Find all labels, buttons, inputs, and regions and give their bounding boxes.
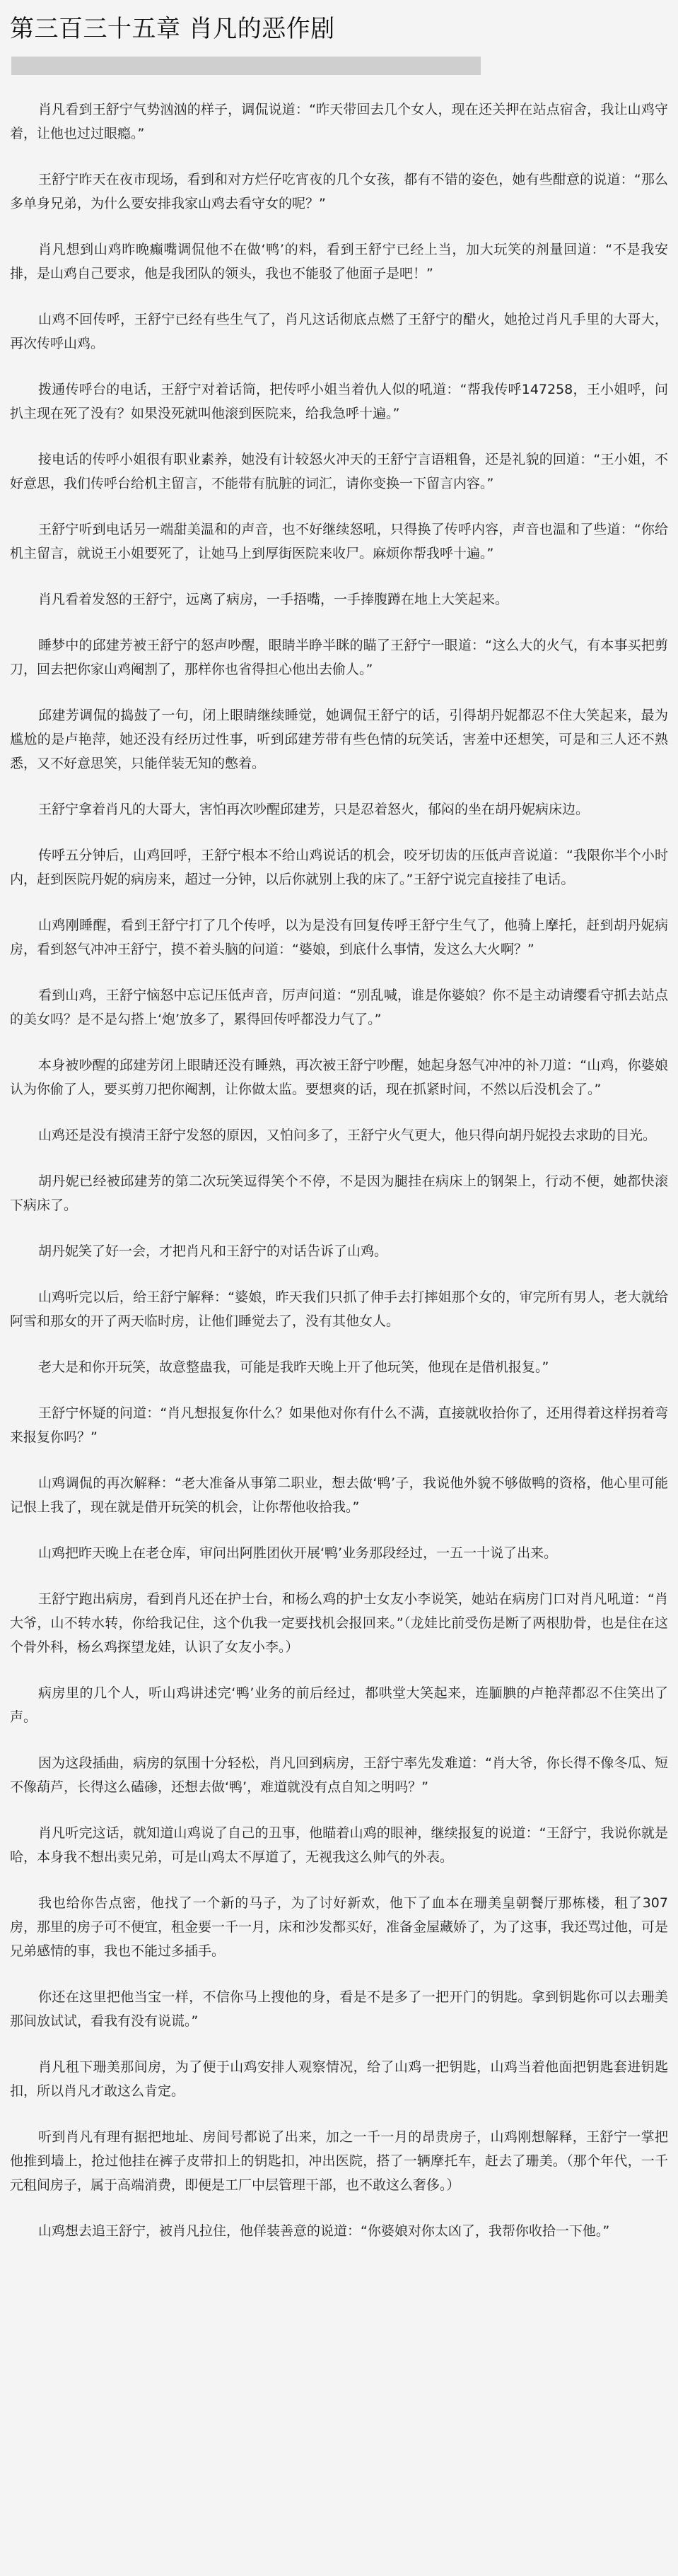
chapter-paragraph: 传呼五分钟后，山鸡回呼，王舒宁根本不给山鸡说话的机会，咬牙切齿的压低声音说道：“我限你半个小时内，赶到医院丹妮的病房来，超过一分钟，以后你就别上我的床了。”王舒宁说完直接挂了电话。: [10, 848, 668, 887]
chapter-paragraph: 肖凡听完这话，就知道山鸡说了自己的丑事，他瞄着山鸡的眼神，继续报复的说道：“王舒宁，我说你就是哈，本身我不想出卖兄弟，可是山鸡太不厚道了，无视我这么帅气的外表。: [10, 1825, 668, 1865]
chapter-paragraph: 肖凡租下珊美那间房，为了便于山鸡安排人观察情况，给了山鸡一把钥匙，山鸡当着他面把钥匙套进钥匙扣，所以肖凡才敢这么肯定。: [10, 2059, 668, 2099]
chapter-paragraph: 睡梦中的邱建芳被王舒宁的怒声吵醒，眼睛半睁半眯的瞄了王舒宁一眼道：“这么大的火气，有本事买把剪刀，回去把你家山鸡阉割了，那样你也省得担心他出去偷人。”: [10, 638, 668, 677]
chapter-paragraph: 山鸡听完以后，给王舒宁解释：“婆娘，昨天我们只抓了伸手去打摔姐那个女的，审完所有男人，老大就给阿雪和那女的开了两天临时房，让他们睡觉去了，没有其他女人。: [10, 1289, 668, 1329]
chapter-paragraph: 邱建芳调侃的捣鼓了一句，闭上眼睛继续睡觉，她调侃王舒宁的话，引得胡丹妮都忍不住大笑起来，最为尴尬的是卢艳萍，她还没有经历过性事，听到邱建芳带有些色情的玩笑话，害羞中还想笑，可是和三人还不熟悉，又不好意思笑，只能佯装无知的憋着。: [10, 708, 668, 771]
chapter-paragraph: 你还在这里把他当宝一样，不信你马上搜他的身，看是不是多了一把开门的钥匙。拿到钥匙你可以去珊美那间放试试，看我有没有说谎。”: [10, 1989, 668, 2029]
chapter-paragraph: 接电话的传呼小姐很有职业素养，她没有计较怒火冲天的王舒宁言语粗鲁，还是礼貌的回道：“王小姐，不好意思，我们传呼台给机主留言，不能带有肮脏的词汇，请你变换一下留言内容。”: [10, 452, 668, 491]
chapter-paragraph: 因为这段插曲，病房的氛围十分轻松，肖凡回到病房，王舒宁率先发难道：“肖大爷，你长得不像冬瓜、短不像葫芦，长得这么磕碜，还想去做‘鸭’，难道就没有点自知之明吗？”: [10, 1755, 668, 1795]
chapter-paragraph: 肖凡想到山鸡昨晚癫嘴调侃他不在做‘鸭’的料，看到王舒宁已经上当，加大玩笑的剂量回道：“不是我安排，是山鸡自己要求，他是我团队的领头，我也不能驳了他面子是吧！”: [10, 242, 668, 281]
chapter-paragraph: 王舒宁跑出病房，看到肖凡还在护士台，和杨么鸡的护士女友小李说笑，她站在病房门口对肖凡吼道：“肖大爷，山不转水转，你给我记住，这个仇我一定要找机会报回来。”（龙娃比前受伤是断了两根肋骨，也是住在这个骨外科，杨幺鸡探望龙娃，认识了女友小李。）: [10, 1591, 668, 1655]
chapter-paragraph: 王舒宁怀疑的问道：“肖凡想报复你什么？如果他对你有什么不满，直接就收拾你了，还用得着这样拐着弯来报复你吗？”: [10, 1405, 668, 1445]
chapter-content: [10, 98, 668, 2243]
chapter-paragraph: 听到肖凡有理有据把地址、房间号都说了出来，加之一千一月的昂贵房子，山鸡刚想解释，王舒宁一掌把他推到墙上，抢过他挂在裤子皮带扣上的钥匙扣，冲出医院，搭了一辆摩托车，赶去了珊美。（那个年代，一千元租间房子，属于高端消费，即便是工厂中层管理干部，也不敢这么奢侈。）: [10, 2129, 668, 2193]
chapter-paragraph: 看到山鸡，王舒宁恼怒中忘记压低声音，厉声问道：“别乱喊，谁是你婆娘？你不是主动请缨看守抓去站点的美女吗？是不是勾搭上‘炮’放多了，累得回传呼都没力气了。”: [10, 988, 668, 1027]
chapter-paragraph: 胡丹妮已经被邱建芳的第二次玩笑逗得笑个不停，不是因为腿挂在病床上的钢架上，行动不便，她都快滚下病床了。: [10, 1173, 668, 1213]
chapter-paragraph: 拨通传呼台的电话，王舒宁对着话筒，把传呼小姐当着仇人似的吼道：“帮我传呼147258，王小姐呼，问扒主现在死了没有？如果没死就叫他滚到医院来，给我急呼十遍。”: [10, 382, 668, 421]
chapter-paragraph: 王舒宁昨天在夜市现场，看到和对方烂仔吃宵夜的几个女孩，都有不错的姿色，她有些酣意的说道：“那么多单身兄弟，为什么要安排我家山鸡去看守女的呢？”: [10, 172, 668, 211]
chapter-paragraph: 山鸡把昨天晚上在老仓库，审问出阿胜团伙开展‘鸭’业务那段经过，一五一十说了出来。: [38, 1545, 558, 1561]
chapter-paragraph: 我也给你告点密，他找了一个新的马子，为了讨好新欢，他下了血本在珊美皇朝餐厅那栋楼，租了307房，那里的房子可不便宜，租金要一千一月，床和沙发都买好，准备金屋藏娇了，为了这事，我还骂过他，可是兄弟感情的事，我也不能过多插手。: [10, 1895, 669, 1959]
title-divider-bar: [11, 57, 481, 75]
chapter-paragraph: 肖凡看着发怒的王舒宁，远离了病房，一手捂嘴，一手捧腹蹲在地上大笑起来。: [38, 592, 509, 607]
chapter-paragraph: 王舒宁听到电话另一端甜美温和的声音，也不好继续怒吼，只得换了传呼内容，声音也温和了些道：“你给机主留言，就说王小姐要死了，让她马上到厚街医院来收尸。麻烦你帮我呼十遍。”: [10, 522, 668, 561]
chapter-paragraph: 山鸡想去追王舒宁，被肖凡拉住，他佯装善意的说道：“你婆娘对你太凶了，我帮你收拾一下他。”: [38, 2223, 610, 2239]
chapter-paragraph: 山鸡不回传呼，王舒宁已经有些生气了，肖凡这话彻底点燃了王舒宁的醋火，她抢过肖凡手里的大哥大，再次传呼山鸡。: [10, 312, 668, 351]
chapter-paragraph: 山鸡刚睡醒，看到王舒宁打了几个传呼，以为是没有回复传呼王舒宁生气了，他骑上摩托，赶到胡丹妮病房，看到怒气冲冲王舒宁，摸不着头脑的问道：“婆娘，到底什么事情，发这么大火啊？”: [10, 918, 668, 957]
chapter-paragraph: 本身被吵醒的邱建芳闭上眼睛还没有睡熟，再次被王舒宁吵醒，她起身怒气冲冲的补刀道：“山鸡，你婆娘认为你偷了人，要买剪刀把你阉割，让你做太监。要想爽的话，现在抓紧时间，不然以后没机会了。”: [10, 1058, 668, 1097]
chapter-title: 第三百三十五章 肖凡的恶作剧: [10, 15, 335, 43]
chapter-paragraph: 王舒宁拿着肖凡的大哥大，害怕再次吵醒邱建芳，只是忍着怒火，郁闷的坐在胡丹妮病床边。: [38, 802, 590, 817]
chapter-paragraph: 肖凡看到王舒宁气势汹汹的样子，调侃说道：“昨天带回去几个女人，现在还关押在站点宿舍，我让山鸡守着，让他也过过眼瘾。”: [10, 102, 668, 141]
chapter-paragraph: 山鸡调侃的再次解释：“老大准备从事第二职业，想去做‘鸭’子，我说他外貌不够做鸭的资格，他心里可能记恨上我了，现在就是借开玩笑的机会，让你帮他收拾我。”: [10, 1475, 668, 1515]
chapter-paragraph: 胡丹妮笑了好一会，才把肖凡和王舒宁的对话告诉了山鸡。: [38, 1243, 388, 1259]
chapter-paragraph: 病房里的几个人，听山鸡讲述完‘鸭’业务的前后经过，都哄堂大笑起来，连腼腆的卢艳萍都忍不住笑出了声。: [10, 1685, 668, 1725]
chapter-paragraph: 老大是和你开玩笑，故意整蛊我，可能是我昨天晚上开了他玩笑，他现在是借机报复。”: [38, 1359, 549, 1375]
chapter-paragraph: 山鸡还是没有摸清王舒宁发怒的原因，又怕问多了，王舒宁火气更大，他只得向胡丹妮投去求助的目光。: [38, 1128, 657, 1143]
